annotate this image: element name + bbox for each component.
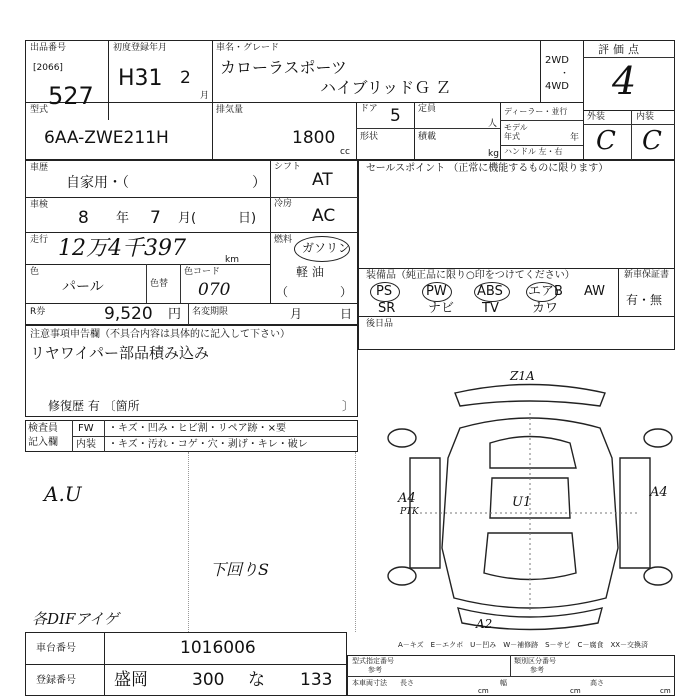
history-close: ） bbox=[252, 175, 266, 191]
fuel-diesel: 軽 油 bbox=[296, 265, 324, 279]
sales-block bbox=[358, 160, 675, 350]
cc-unit: cc bbox=[340, 147, 350, 157]
drive-dot: ・ bbox=[560, 69, 570, 79]
length-label: 長さ bbox=[400, 679, 414, 687]
score-label: 評価点 bbox=[598, 43, 643, 56]
color-label: 色 bbox=[30, 267, 40, 277]
inspection-year: 8 bbox=[78, 208, 89, 228]
fuel-bracket-open: （ bbox=[276, 285, 289, 299]
door-value: 5 bbox=[390, 106, 401, 126]
equip-aw: AW bbox=[584, 284, 606, 299]
mileage-label: 走行 bbox=[30, 235, 49, 245]
handle-label: ハンドル 左・右 bbox=[504, 147, 563, 156]
year-unit: 年 bbox=[570, 133, 580, 143]
equip-pw: PW bbox=[426, 284, 447, 299]
history-label: 車歴 bbox=[30, 163, 49, 173]
model-no-ref: 参考 bbox=[368, 666, 382, 674]
inspection-day-unit: 日) bbox=[238, 211, 257, 226]
interior-head: 内装 bbox=[76, 439, 96, 450]
mark-bottom: A2 bbox=[476, 617, 493, 631]
ac-label: 冷房 bbox=[274, 199, 293, 209]
equip-airbag: エアB bbox=[528, 284, 563, 299]
fuel-label: 燃料 bbox=[274, 235, 293, 245]
model-year-label: モデル 年式 bbox=[504, 123, 528, 141]
load-unit: kg bbox=[488, 149, 499, 159]
mileage-unit: km bbox=[225, 255, 239, 265]
inspector-label: 検査員 bbox=[28, 423, 58, 434]
registration-label: 初度登録年月 bbox=[113, 43, 168, 53]
recycle-value: 9,520 bbox=[104, 304, 153, 324]
interior-score: C bbox=[642, 126, 662, 156]
notes-label: 注意事項申告欄（不具合内容は具体的に記入して下さい） bbox=[30, 329, 290, 340]
warranty-label: 新車保証書 bbox=[624, 270, 670, 280]
fw-head: FW bbox=[78, 423, 94, 434]
fuel-gas: ガソリン bbox=[302, 241, 351, 255]
car-grade: ハイブリッドＧ Ｚ bbox=[320, 78, 452, 97]
displacement-label: 排気量 bbox=[216, 105, 244, 115]
mark-top: Z1A bbox=[510, 369, 535, 383]
type-no-ref: 参考 bbox=[530, 666, 544, 674]
color-change-label: 色替 bbox=[150, 279, 169, 289]
shape-label: 形状 bbox=[360, 132, 379, 142]
lot-sub: [2066] bbox=[33, 63, 63, 73]
month-unit: 月 bbox=[200, 91, 210, 101]
plate-number: 133 bbox=[300, 670, 333, 690]
mark-left: A4 bbox=[398, 491, 416, 506]
shift-value: AT bbox=[312, 170, 333, 190]
length-cm: cm bbox=[478, 687, 489, 695]
color-value: パール bbox=[62, 279, 104, 295]
width-label: 幅 bbox=[500, 679, 507, 687]
handwritten-au: A.U bbox=[44, 482, 82, 506]
exterior-label: 外装 bbox=[587, 112, 606, 122]
equip-sr: SR bbox=[378, 301, 396, 316]
load-label: 積載 bbox=[418, 132, 437, 142]
repair-close: 〕 bbox=[342, 399, 355, 413]
lot-number: 527 bbox=[48, 82, 94, 110]
chassis-label: 車台番号 bbox=[36, 643, 76, 654]
recycle-label: R券 bbox=[30, 307, 46, 317]
name-change-month: 月 bbox=[290, 307, 303, 321]
drive-2wd: 2WD bbox=[545, 55, 569, 66]
notes-text: リヤワイパー部品積み込み bbox=[30, 344, 209, 362]
repair-history: 修復歴 有 〔箇所 bbox=[48, 399, 140, 413]
color-code: 070 bbox=[198, 280, 231, 300]
inspection-year-unit: 年 bbox=[116, 211, 130, 226]
mileage-value: 12万4千397 bbox=[58, 236, 186, 261]
recycle-unit: 円 bbox=[168, 307, 182, 322]
height-cm: cm bbox=[660, 687, 671, 695]
mark-right: A4 bbox=[650, 485, 668, 500]
mark-left-sub: PTK bbox=[400, 507, 419, 517]
after-fit-label: 後日品 bbox=[366, 319, 394, 329]
size-label: 本車両寸法 bbox=[352, 679, 387, 687]
color-code-label: 色コード bbox=[184, 267, 221, 277]
plate-kana: な bbox=[248, 670, 265, 690]
inspection-month: 7 bbox=[150, 208, 161, 228]
equip-navi: ナビ bbox=[428, 301, 455, 316]
capacity-label: 定員 bbox=[418, 104, 437, 114]
plate-region: 盛岡 bbox=[114, 670, 148, 690]
registration-month: 2 bbox=[180, 68, 191, 88]
fuel-bracket-close: ） bbox=[340, 285, 353, 299]
type-no-label: 類別区分番号 bbox=[514, 657, 556, 665]
inspector-entry-label: 記入欄 bbox=[28, 437, 58, 448]
ac-value: AC bbox=[312, 206, 336, 226]
chassis-number: 1016006 bbox=[180, 638, 256, 658]
name-change-label: 名変期限 bbox=[192, 307, 229, 317]
registration-year: H31 bbox=[118, 66, 163, 91]
legend: A－キズ E－エクボ U－凹み W－補修跡 S－サビ C－腐食 XX－交換済 bbox=[398, 641, 649, 649]
displacement: 1800 bbox=[292, 128, 336, 148]
name-change-day: 日 bbox=[340, 307, 353, 321]
history-value: 自家用・（ bbox=[66, 175, 129, 191]
width-cm: cm bbox=[570, 687, 581, 695]
car-name-label: 車名・グレード bbox=[216, 43, 280, 53]
equip-ps: PS bbox=[376, 284, 393, 299]
plate-class: 300 bbox=[192, 670, 225, 690]
model-code-label: 型式 bbox=[30, 105, 49, 115]
equip-tv: TV bbox=[482, 301, 499, 316]
fw-row: ・キズ・凹み・ヒビ割・リペア跡・×要 bbox=[108, 423, 286, 434]
sales-point-label: セールスポイント （正常に機能するものに限ります） bbox=[366, 163, 609, 174]
model-code: 6AA-ZWE211H bbox=[44, 128, 169, 148]
warranty-value: 有・無 bbox=[626, 293, 663, 307]
drive-4wd: 4WD bbox=[545, 81, 569, 92]
interior-row: ・キズ・汚れ・コゲ・穴・剥げ・キレ・破レ bbox=[108, 439, 308, 450]
model-no-label: 型式指定番号 bbox=[352, 657, 394, 665]
equip-leather: カワ bbox=[532, 301, 559, 316]
capacity-unit: 人 bbox=[488, 119, 498, 129]
inspection-label: 車検 bbox=[30, 200, 49, 210]
mark-center: U1 bbox=[512, 495, 532, 510]
equipment-label: 装備品（純正品に限り○印をつけてください） bbox=[366, 270, 575, 281]
door-label: ドア bbox=[360, 104, 378, 114]
lot-label: 出品番号 bbox=[30, 43, 67, 53]
interior-label: 内装 bbox=[636, 112, 655, 122]
shift-label: シフト bbox=[274, 162, 302, 172]
exterior-score: C bbox=[596, 126, 616, 156]
inspection-month-unit: 月( bbox=[178, 211, 197, 226]
handwritten-airbag: 各DIFアイゲ bbox=[32, 610, 119, 628]
handwritten-undercarriage: 下回りS bbox=[210, 560, 269, 579]
score-value: 4 bbox=[612, 59, 637, 103]
dealer-label: ディーラー・並行 bbox=[504, 107, 568, 116]
plate-label: 登録番号 bbox=[36, 675, 76, 686]
height-label: 高さ bbox=[590, 679, 604, 687]
equip-abs: ABS bbox=[477, 284, 503, 299]
car-name: カローラスポーツ bbox=[220, 58, 347, 77]
